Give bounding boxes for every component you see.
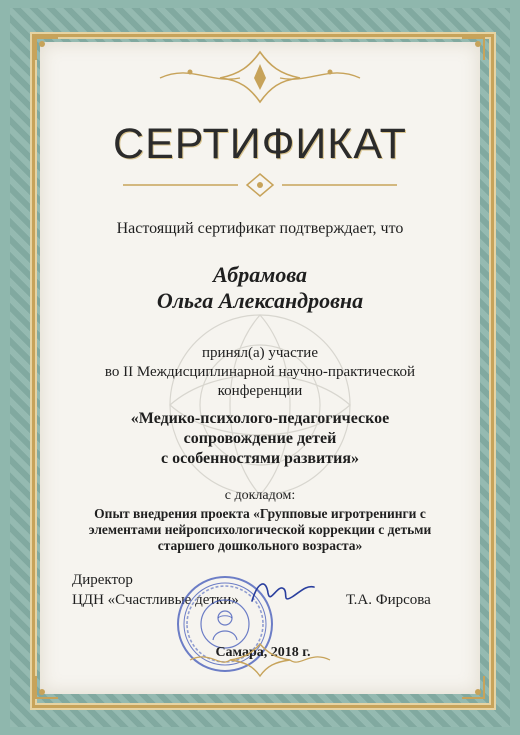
watermark-ornament-icon xyxy=(110,290,410,520)
certificate-title: СЕРТИФИКАТ xyxy=(113,120,407,168)
place-and-date: Самара, 2018 г. xyxy=(215,645,311,660)
recipient-surname: Абрамова xyxy=(212,262,308,287)
signatory-position: Директор xyxy=(72,572,133,588)
conference-title: сопровождение детей xyxy=(183,430,337,447)
conference-title: с особенностями развития» xyxy=(161,450,359,467)
corner-ornament-icon xyxy=(34,36,60,62)
report-topic: старшего дошкольного возраста» xyxy=(157,538,363,553)
report-topic: элементами нейропсихологической коррекции с детьми xyxy=(88,522,432,537)
signatory-organization: ЦДН «Счастливые детки» xyxy=(72,592,239,608)
conference-title: «Медико-психолого-педагогическое xyxy=(130,410,390,427)
participation-text: конференции xyxy=(217,383,303,399)
corner-ornament-icon xyxy=(460,674,486,700)
participation-text: во II Междисциплинарной научно-практической xyxy=(104,364,416,380)
report-topic: Опыт внедрения проекта «Групповые игротренинги с xyxy=(94,506,426,521)
handwritten-signature xyxy=(248,575,318,610)
bottom-ornament-icon xyxy=(185,640,335,680)
recipient-given-names: Ольга Александровна xyxy=(156,288,364,313)
corner-ornament-icon xyxy=(460,36,486,62)
participation-text: принял(а) участие xyxy=(202,345,318,361)
signatory-name: Т.А. Фирсова xyxy=(346,592,431,608)
intro-text: Настоящий сертификат подтверждает, что xyxy=(116,220,404,237)
top-ornament-icon xyxy=(150,44,370,104)
corner-ornament-icon xyxy=(34,674,60,700)
report-label: с докладом: xyxy=(224,488,296,503)
title-divider-icon xyxy=(113,172,407,198)
